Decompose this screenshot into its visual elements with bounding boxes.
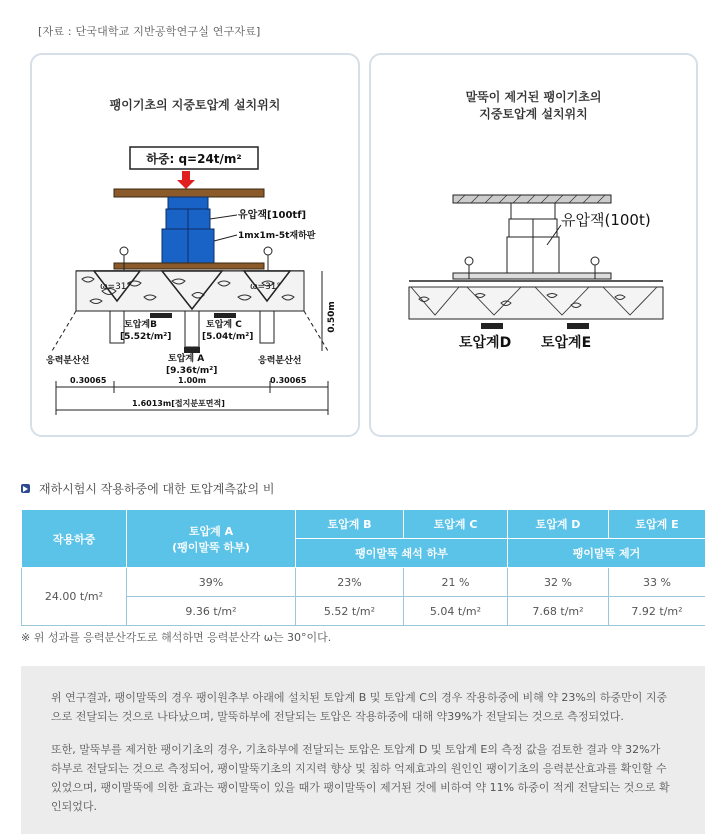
gauge-c-value: [5.04t/m²] [202,332,254,342]
cell-ratio-c: 21 % [404,568,508,597]
cell-value-d: 7.68 t/m² [508,597,609,626]
bullet-arrow-icon [21,484,30,493]
header-d: 토압계 D [508,510,609,539]
cell-load-value: 24.00 t/m² [22,568,127,626]
right-gravel-layer [409,287,663,319]
gauge-a-mark [184,347,200,353]
depth-label: 0.50m [327,301,337,333]
gauge-c-mark [214,313,236,318]
plate-label: 1mx1m-5t재하판 [238,231,316,241]
header-c: 토압계 C [404,510,508,539]
top-beam [114,189,264,197]
header-a-name: 토압계 A [188,524,234,538]
header-a-sub: (팽이말뚝 하부) [172,540,250,554]
section-title: 재하시험시 작용하중에 대한 토압계측값의 비 [39,482,275,496]
gauge-b-mark [150,313,172,318]
summary-paragraph-2: 또한, 말뚝부를 제거한 팽이기초의 경우, 기초하부에 전달되는 토압은 토압계 D 및 토압계 E의 측정 값을 검토한 결과 약 32%가 하부로 전달되는 것으로 측정되어, 팽이말뚝기초의 지지력 향상 및 침하 억제효과의 원인인 팽이기초의 응력분산효과를 확인할 수 있었으며, 팽이말뚝에 의한 효과는 팽이말뚝이 있을 때가 팽이말뚝이 제거된 것에 비하여 약 11% 하중이 적게 전달되는 것으로 확인되었다. [51,743,670,813]
gauge-a-value: [9.36t/m²] [166,366,218,376]
dim-right: 0.30065 [270,376,307,385]
dist-line-right: 응력분산선 [258,356,302,366]
cell-value-c: 5.04 t/m² [404,597,508,626]
dist-line-left: 응력분산선 [46,356,90,366]
gauge-d-mark [481,323,503,329]
load-label: 하중: q=24t/m² [146,152,242,166]
header-load: 작용하중 [22,510,127,568]
right-panel-title-2: 지중토압계 설치위치 [479,107,588,121]
jack-top [168,197,208,209]
right-panel-title-1: 말뚝이 제거된 팽이기초의 [465,90,602,104]
jack-block-1 [166,209,188,229]
measurement-table [21,509,705,626]
angle-right: ω=31° [250,282,282,292]
load-arrow-shaft [182,171,190,181]
source-note: [자료 : 단국대학교 지반공학연구실 연구자료] [38,25,261,38]
cell-value-b: 5.52 t/m² [296,597,404,626]
jack-label: 유압잭[100tf] [238,210,307,221]
header-group-de: 팽이말뚝 제거 [508,539,705,568]
jack-block-2 [188,209,210,229]
diagram-panel-with-pile [30,53,360,437]
cell-ratio-b: 23% [296,568,404,597]
gauge-a-label: 토압계 A [168,354,205,364]
loading-plate [114,263,264,269]
summary-paragraph-1: 위 연구결과, 팽이말뚝의 경우 팽이원추부 아래에 설치된 토압계 B 및 토압계 C의 경우 작용하중에 비해 약 23%의 하중만이 지중으로 전달되는 것으로 나타났으며, 말뚝하부에 전달되는 토압은 작용하중에 대해 약39%가 전달되는 것으로 측정되었다. [51,691,668,723]
header-e: 토압계 E [609,510,705,539]
cell-ratio-d: 32 % [508,568,609,597]
gauge-b-label: 토압계B [124,320,157,330]
gauge-c-label: 토압계 C [206,320,242,330]
left-panel-title: 팽이기초의 지중토압계 설치위치 [109,98,281,112]
dim-total: 1.6013m[접지분포면적] [132,399,225,408]
summary-box [21,666,705,834]
gauge-e-mark [567,323,589,329]
gauge-b-value: [5.52t/m²] [120,332,172,342]
cell-ratio-e: 33 % [609,568,705,597]
cell-value-a: 9.36 t/m² [127,597,296,626]
cell-ratio-a: 39% [127,568,296,597]
cell-value-e: 7.92 t/m² [609,597,705,626]
no-pile-diagram [371,55,696,435]
jack-block-4 [188,229,214,263]
header-a [127,510,296,568]
dim-mid: 1.00m [178,376,207,385]
angle-left: ω=31° [100,282,132,292]
footnote: ※ 위 성과를 응력분산각도로 해석하면 응력분산각 ω는 30°이다. [21,631,332,644]
load-arrow-head [177,180,195,189]
diagram-panel-without-pile [369,53,698,437]
gauge-e-label: 토압계E [541,335,592,351]
jack-block-3 [162,229,188,263]
section-heading [21,480,275,497]
gauge-d-label: 토압계D [459,335,512,351]
dim-left: 0.30065 [70,376,107,385]
right-jack-label: 유압잭(100t) [561,211,651,229]
pile-foundation-diagram [32,55,358,435]
table-row-ratio [22,568,705,597]
header-b: 토압계 B [296,510,404,539]
header-group-bc: 팽이말뚝 쇄석 하부 [296,539,508,568]
